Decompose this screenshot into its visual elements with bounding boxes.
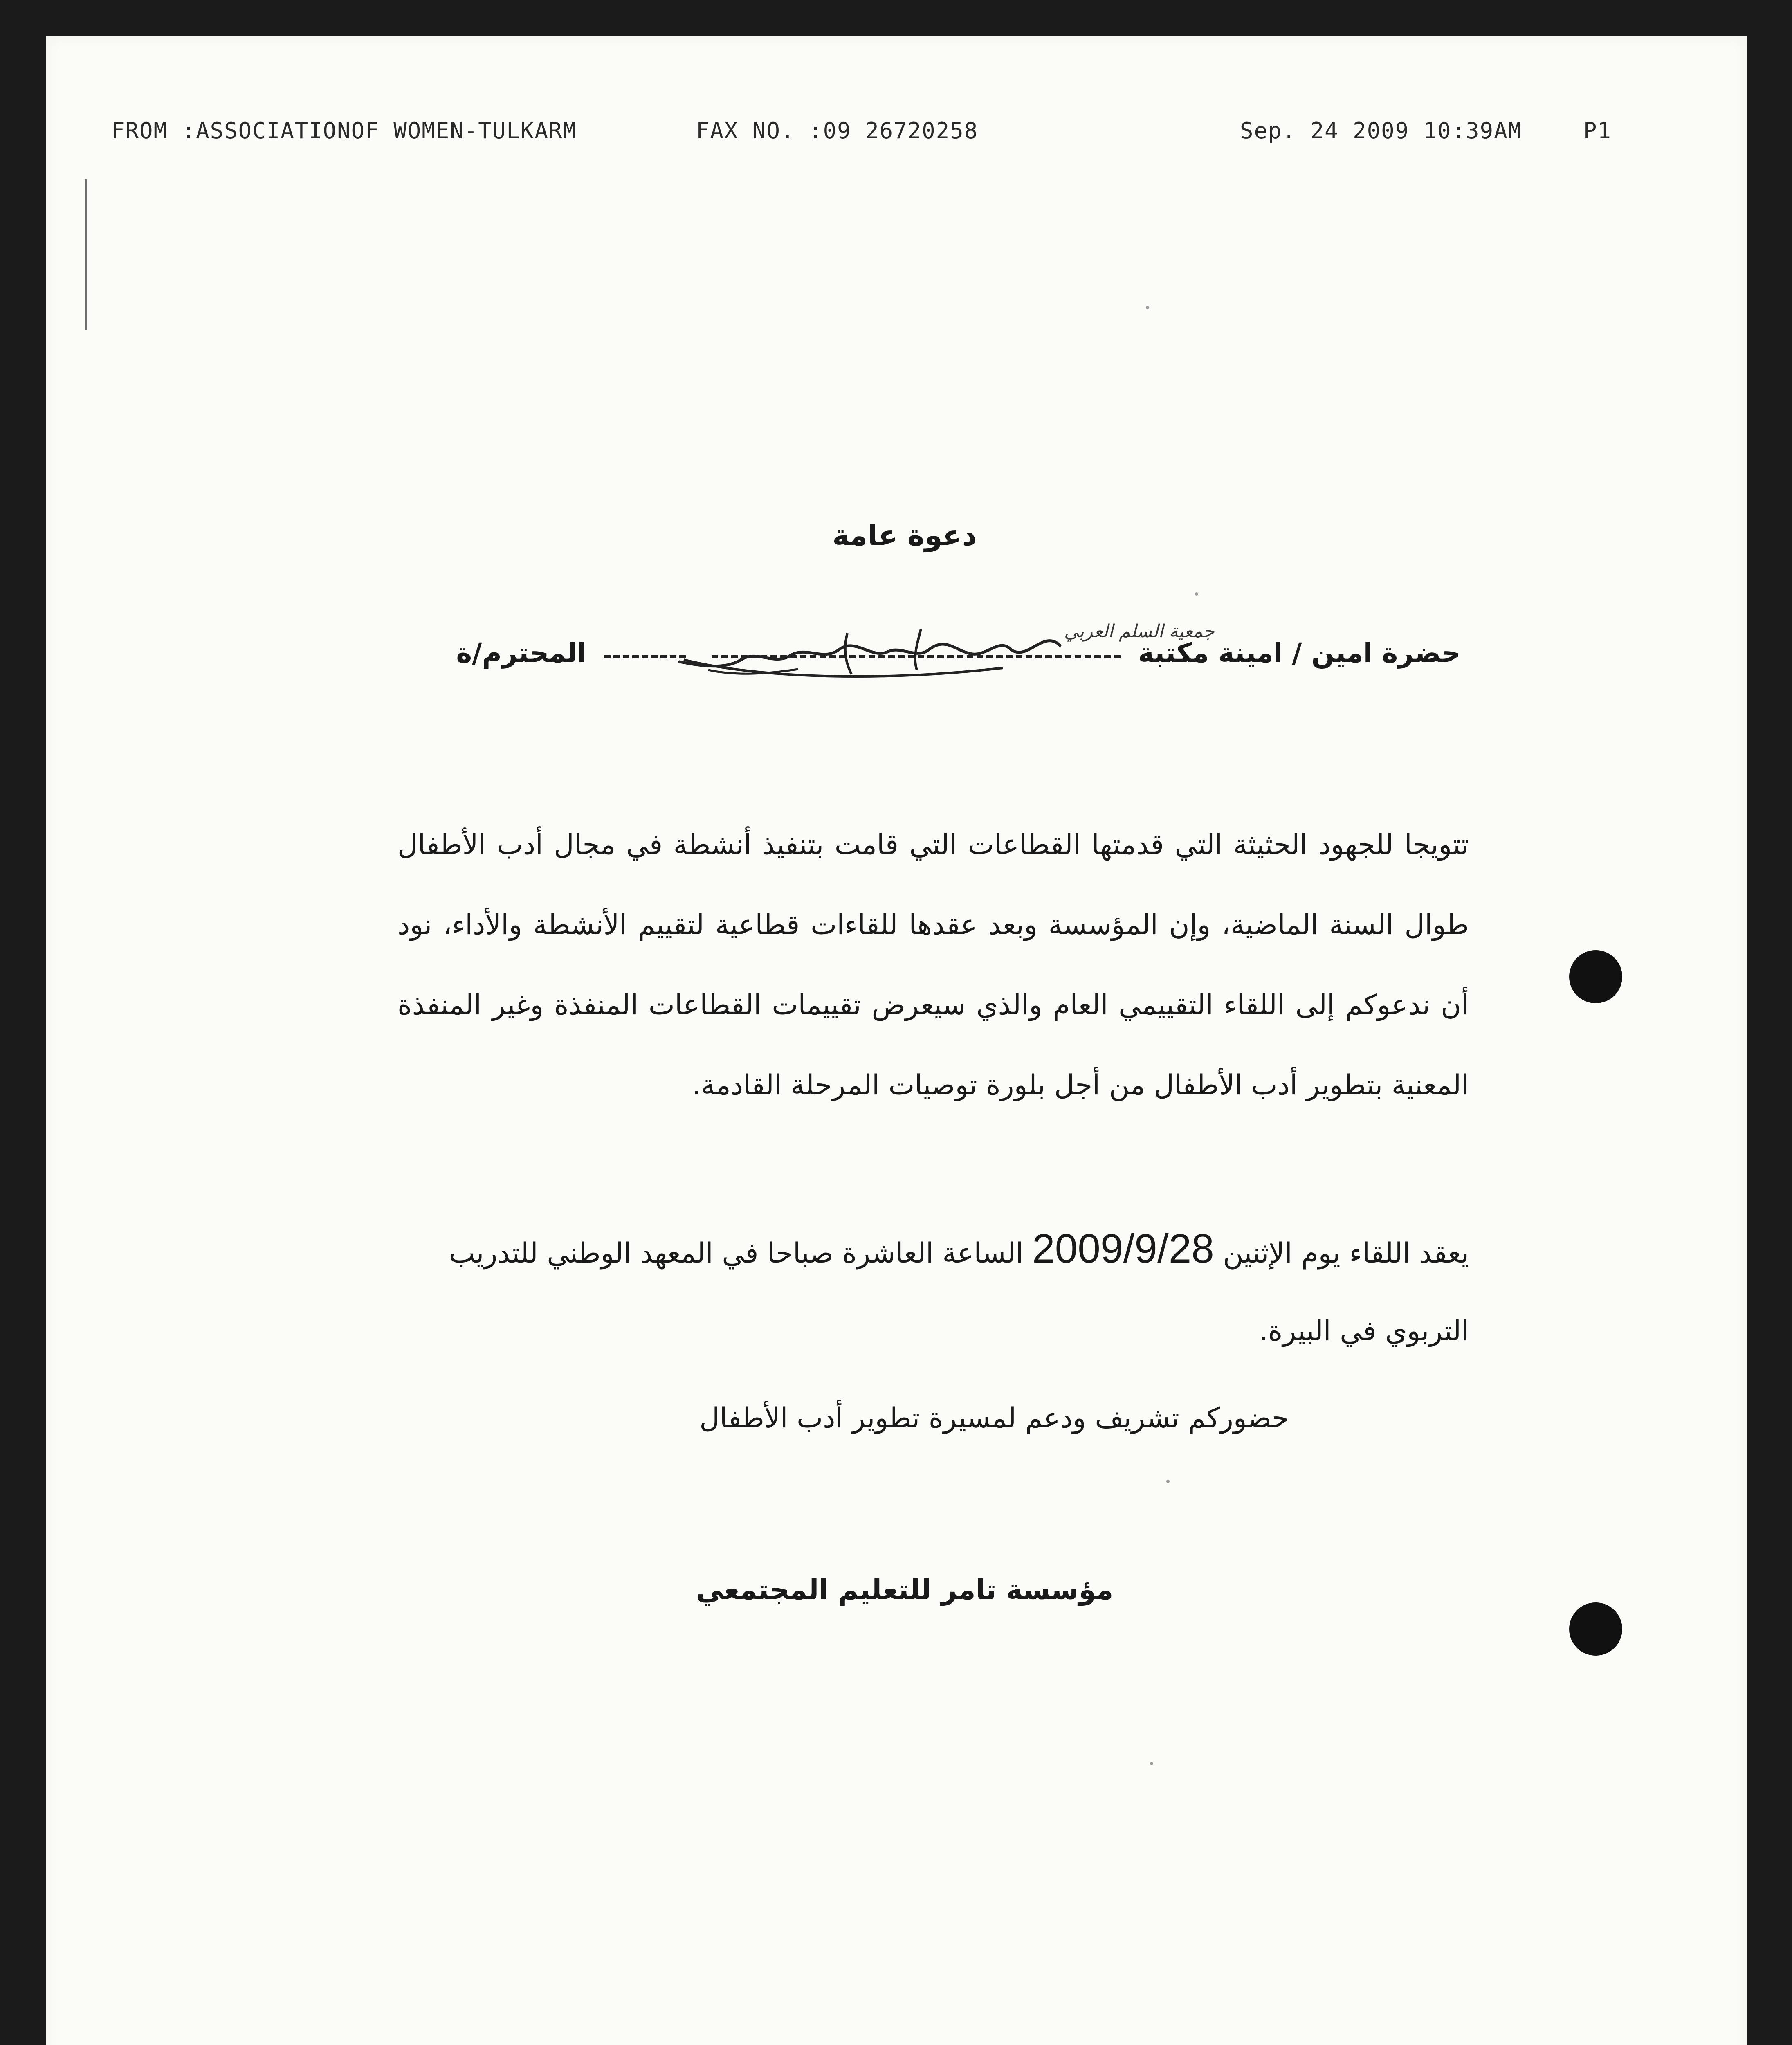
- speck: [1195, 592, 1198, 596]
- punch-hole-bottom: [1569, 1602, 1622, 1656]
- letter-body: تتويجا للجهود الحثيثة التي قدمتها القطاعات التي قامت بتنفيذ أنشطة في مجال أدب الأطفال طوال السنة الماضية، وإن المؤسسة وبعد عقدها للقاءات قطاعية لتقييم الأنشطة والأداء، نود أن ندعوكم إلى اللقاء التقييمي العام والذي سيعرض تقييمات القطاعات المنفذة وغير المنفذة المعنية بتطوير أدب الأطفال من أجل بلورة توصيات المرحلة القادمة.: [397, 829, 1469, 1101]
- fax-number: FAX NO. :09 26720258: [696, 118, 979, 144]
- signature-organization: مؤسسة تامر للتعليم المجتمعي: [696, 1574, 1114, 1606]
- meeting-details: [397, 1210, 1469, 1370]
- salutation-end: المحترم/ة: [456, 637, 587, 669]
- fax-page: [46, 36, 1747, 2045]
- margin-mark: [85, 179, 87, 330]
- handwritten-name-text: جمعية السلم العربي: [1064, 621, 1215, 642]
- closing-line: حضوركم تشريف ودعم لمسيرة تطوير أدب الأطفال: [699, 1402, 1289, 1434]
- salutation-start: حضرة امين / امينة مكتبة: [1138, 637, 1461, 669]
- handwritten-name: [635, 621, 1215, 694]
- meeting-location: الساعة العاشرة صباحا في المعهد الوطني للتدريب التربوي في البيرة.: [449, 1237, 1469, 1347]
- speck: [1150, 1762, 1153, 1765]
- fax-page-number: P1: [1583, 118, 1612, 144]
- speck: [1166, 1480, 1170, 1483]
- meeting-date: 2009/9/28: [1032, 1226, 1214, 1272]
- fax-from: FROM :ASSOCIATIONOF WOMEN-TULKARM: [111, 118, 577, 144]
- fax-date: Sep. 24 2009 10:39AM: [1240, 118, 1523, 144]
- letter-title: دعوة عامة: [832, 519, 977, 552]
- fax-header: [111, 118, 1665, 163]
- punch-hole-top: [1569, 950, 1622, 1003]
- speck: [1146, 306, 1149, 309]
- meeting-day: يعقد اللقاء يوم الإثنين: [1223, 1237, 1469, 1270]
